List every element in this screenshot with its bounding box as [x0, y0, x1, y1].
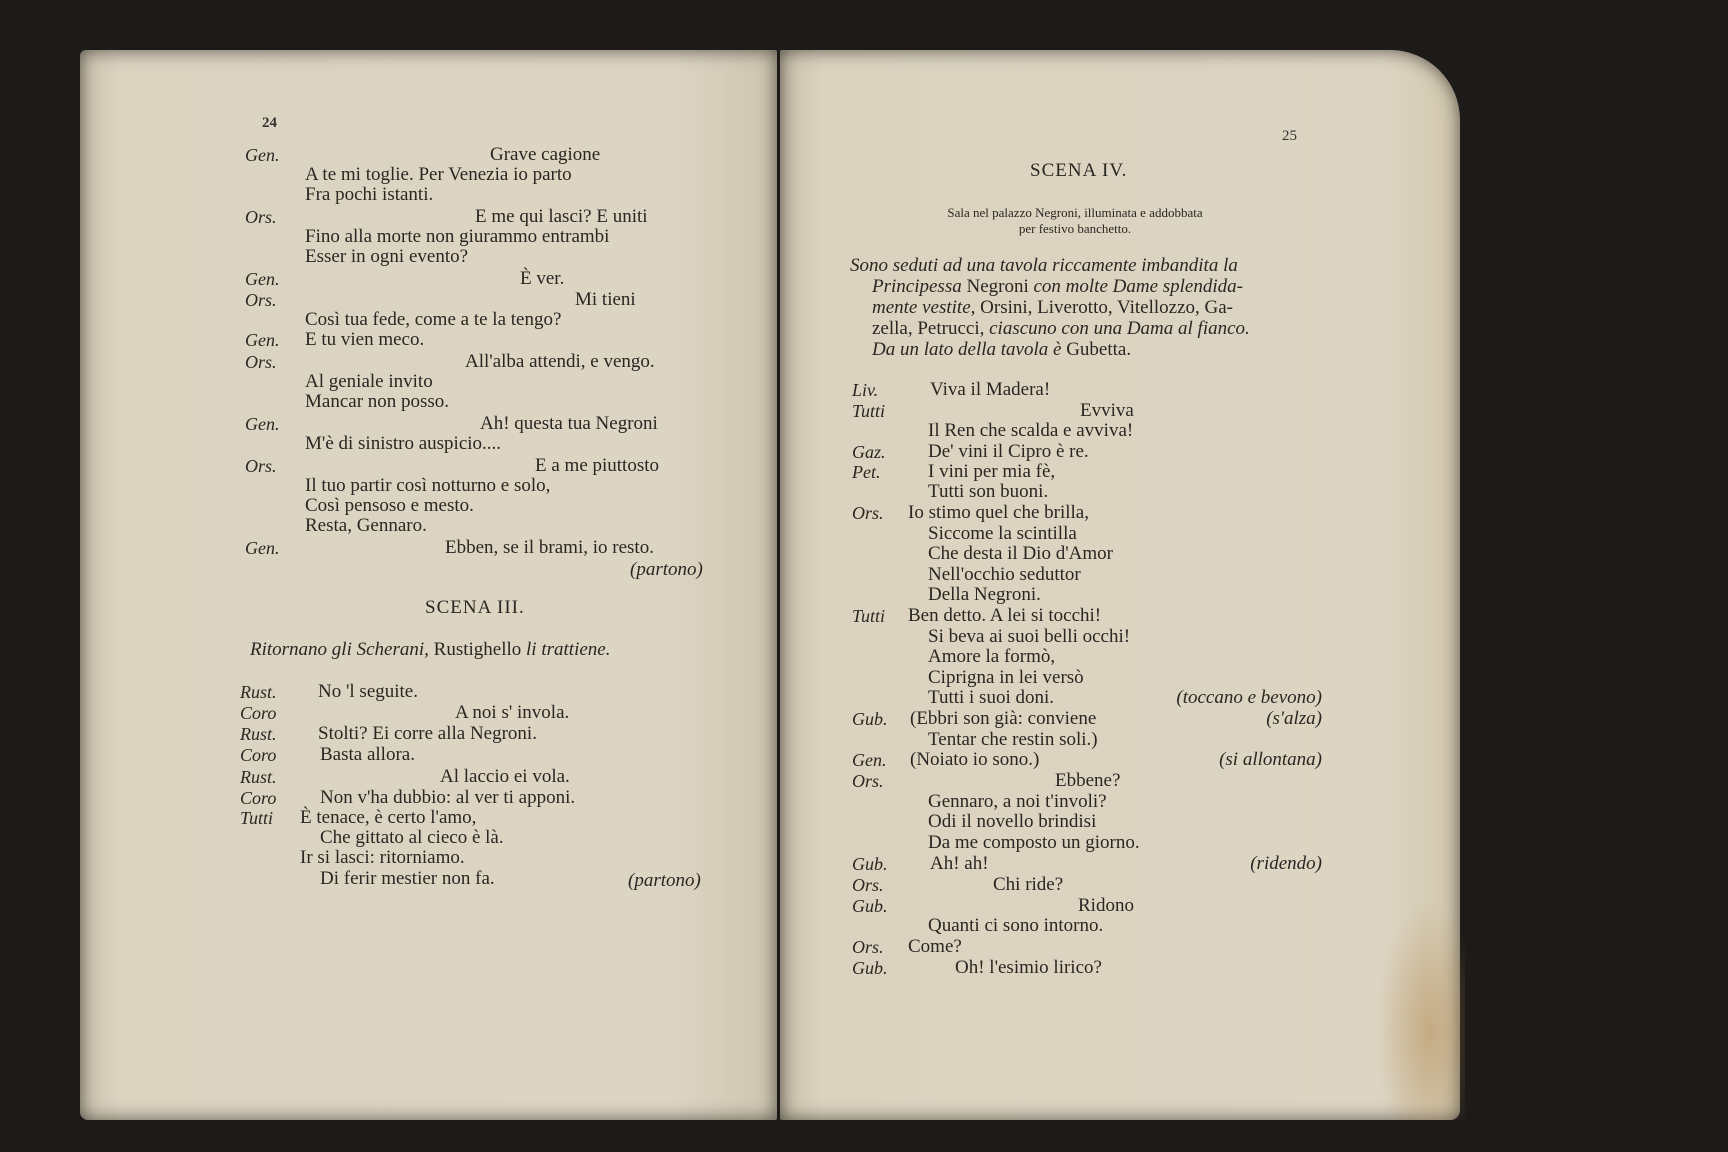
speaker-label: Pet.	[852, 462, 881, 482]
verse-line: Basta allora.	[320, 744, 415, 765]
speaker-label: Ors.	[852, 875, 884, 895]
speaker-label: Gen.	[245, 414, 280, 434]
verse-line: Odi il novello brindisi	[928, 811, 1097, 832]
speaker-label: Rust.	[240, 767, 277, 787]
speaker-label: Tutti	[240, 808, 274, 828]
verse-line: Mi tieni	[575, 289, 636, 310]
verse-line: È tenace, è certo l'amo,	[300, 807, 477, 828]
verse-line: Mancar non posso.	[305, 391, 450, 412]
speaker-label: Ors.	[245, 352, 277, 372]
verse-line: Viva il Madera!	[930, 379, 1051, 400]
speaker-label: Ors.	[852, 503, 884, 523]
stage-direction: (ridendo)	[1250, 853, 1322, 874]
speaker-label: Gub.	[852, 709, 888, 729]
speaker-label: Gen.	[245, 145, 280, 165]
verse-line: Ridono	[1078, 895, 1134, 916]
verse-line: (Ebbri son già: conviene	[910, 708, 1097, 729]
description-segment: con molte Dame splendida-	[1033, 276, 1243, 297]
speaker-label: Tutti	[852, 606, 886, 626]
verse-line: Siccome la scintilla	[928, 523, 1077, 544]
verse-line: De' vini il Cipro è re.	[928, 441, 1089, 462]
verse-line: Stolti? Ei corre alla Negroni.	[318, 723, 537, 744]
verse-line: Amore la formò,	[928, 646, 1056, 667]
verse-line: Ciprigna in lei versò	[928, 667, 1084, 688]
verse-line: Chi ride?	[993, 874, 1064, 895]
scene-three-direction	[250, 640, 610, 660]
verse-line: Fra pochi istanti.	[305, 184, 434, 205]
direction-part-2: Rustighello	[428, 639, 527, 660]
stage-direction: (s'alza)	[1266, 708, 1322, 729]
stage-direction-partono-1: (partono)	[630, 559, 703, 580]
speaker-label: Gen.	[245, 269, 280, 289]
scene-three-heading: SCENA III.	[425, 597, 525, 618]
speaker-label: Gen.	[852, 750, 887, 770]
verse-line: Si beva ai suoi belli occhi!	[928, 626, 1131, 647]
speaker-label: Gaz.	[852, 442, 886, 462]
description-segment: Sono seduti ad una tavola riccamente imbandita la	[850, 255, 1238, 276]
direction-part-3: li trattiene.	[526, 639, 611, 660]
speaker-label: Gub.	[852, 958, 888, 978]
verse-line: Il Ren che scalda e avviva!	[928, 420, 1134, 441]
verse-line: E me qui lasci? E uniti	[475, 206, 648, 227]
verse-line: Esser in ogni evento?	[305, 246, 469, 267]
speaker-label: Ors.	[245, 207, 277, 227]
verse-line: Tutti son buoni.	[928, 481, 1049, 502]
verse-line: Gennaro, a noi t'involi?	[928, 791, 1107, 812]
verse-line: (Noiato io sono.)	[910, 749, 1040, 770]
verse-line: A te mi toglie. Per Venezia io parto	[305, 164, 572, 185]
verse-line: Grave cagione	[490, 144, 601, 165]
verse-line: Evviva	[1080, 400, 1134, 421]
speaker-label: Ors.	[245, 456, 277, 476]
speaker-label: Ors.	[245, 290, 277, 310]
verse-line: E a me piuttosto	[535, 455, 660, 476]
verse-line: M'è di sinistro auspicio....	[305, 433, 502, 454]
speaker-label: Rust.	[240, 682, 277, 702]
verse-line: I vini per mia fè,	[928, 461, 1056, 482]
verse-line: Tutti i suoi doni.	[928, 687, 1055, 708]
speaker-label: Ors.	[852, 937, 884, 957]
verse-line: Ben detto. A lei si tocchi!	[908, 605, 1102, 626]
verse-line: All'alba attendi, e vengo.	[465, 351, 655, 372]
verse-line: Della Negroni.	[928, 584, 1041, 605]
stage-direction: (toccano e bevono)	[1176, 687, 1322, 708]
verse-line: Resta, Gennaro.	[305, 515, 427, 536]
verse-line: No 'l seguite.	[318, 681, 418, 702]
verse-line: Da me composto un giorno.	[928, 832, 1140, 853]
scene-description-line	[872, 277, 1243, 297]
verse-line: Ah! questa tua Negroni	[480, 413, 658, 434]
stage-direction-partono-2: (partono)	[628, 870, 701, 891]
scene-description-line	[850, 256, 1238, 276]
speaker-label: Rust.	[240, 724, 277, 744]
verse-line: Ir si lasci: ritorniamo.	[300, 847, 465, 868]
stage-direction: (si allontana)	[1219, 749, 1322, 770]
verse-line: Ebbene?	[1055, 770, 1121, 791]
speaker-label: Liv.	[852, 380, 879, 400]
description-segment: Da un lato della tavola è	[872, 339, 1062, 360]
left-page	[80, 50, 777, 1120]
speaker-label: Gub.	[852, 896, 888, 916]
verse-line: Che gittato al cieco è là.	[320, 827, 504, 848]
verse-line: Di ferir mestier non fa.	[320, 868, 495, 889]
verse-line: Il tuo partir così notturno e solo,	[305, 475, 551, 496]
speaker-label: Coro	[240, 703, 277, 723]
description-segment: Orsini, Liverotto, Vitellozzo, Ga-	[975, 297, 1233, 318]
verse-line: Ebben, se il brami, io resto.	[445, 537, 654, 558]
right-page-number: 25	[1282, 128, 1297, 144]
scene-setting-line-1: Sala nel palazzo Negroni, illuminata e addobbata	[947, 205, 1203, 220]
verse-line: E tu vien meco.	[305, 329, 425, 350]
verse-line: Fino alla morte non giurammo entrambi	[305, 226, 610, 247]
verse-line: Al laccio ei vola.	[440, 766, 570, 787]
speaker-label: Gen.	[245, 330, 280, 350]
scene-description-line	[872, 298, 1233, 318]
verse-line: Ah! ah!	[930, 853, 989, 874]
verse-line: A noi s' invola.	[455, 702, 570, 723]
verse-line: Io stimo quel che brilla,	[908, 502, 1089, 523]
speaker-label: Coro	[240, 788, 277, 808]
verse-line: Come?	[908, 936, 962, 957]
paper-stain	[1375, 900, 1465, 1120]
description-segment: Negroni	[961, 276, 1034, 297]
description-segment: ciascuno con una Dama al fianco.	[989, 318, 1250, 339]
left-page-number: 24	[262, 115, 277, 131]
verse-line: Nell'occhio seduttor	[928, 564, 1081, 585]
verse-line: Quanti ci sono intorno.	[928, 915, 1104, 936]
speaker-label: Coro	[240, 745, 277, 765]
speaker-label: Gen.	[245, 538, 280, 558]
scene-four-heading: SCENA IV.	[1030, 160, 1128, 181]
scene-description-line	[872, 340, 1131, 360]
scene-description-line	[872, 319, 1250, 339]
verse-line: Oh! l'esimio lirico?	[955, 957, 1102, 978]
verse-line: È ver.	[520, 268, 565, 289]
verse-line: Al geniale invito	[305, 371, 433, 392]
scene-setting-line-2: per festivo banchetto.	[1018, 221, 1132, 236]
verse-line: Così pensoso e mesto.	[305, 495, 474, 516]
verse-line: Così tua fede, come a te la tengo?	[305, 309, 562, 330]
speaker-label: Tutti	[852, 401, 886, 421]
verse-line: Che desta il Dio d'Amor	[928, 543, 1113, 564]
direction-part-1: Ritornano gli Scherani,	[250, 639, 429, 660]
speaker-label: Ors.	[852, 771, 884, 791]
description-segment: zella, Petrucci,	[872, 318, 990, 339]
description-segment: mente vestite,	[872, 297, 976, 318]
description-segment: Principessa	[872, 276, 962, 297]
speaker-label: Gub.	[852, 854, 888, 874]
verse-line: Non v'ha dubbio: al ver ti apponi.	[320, 787, 576, 808]
verse-line: Tentar che restin soli.)	[928, 729, 1098, 750]
description-segment: Gubetta.	[1061, 339, 1132, 360]
